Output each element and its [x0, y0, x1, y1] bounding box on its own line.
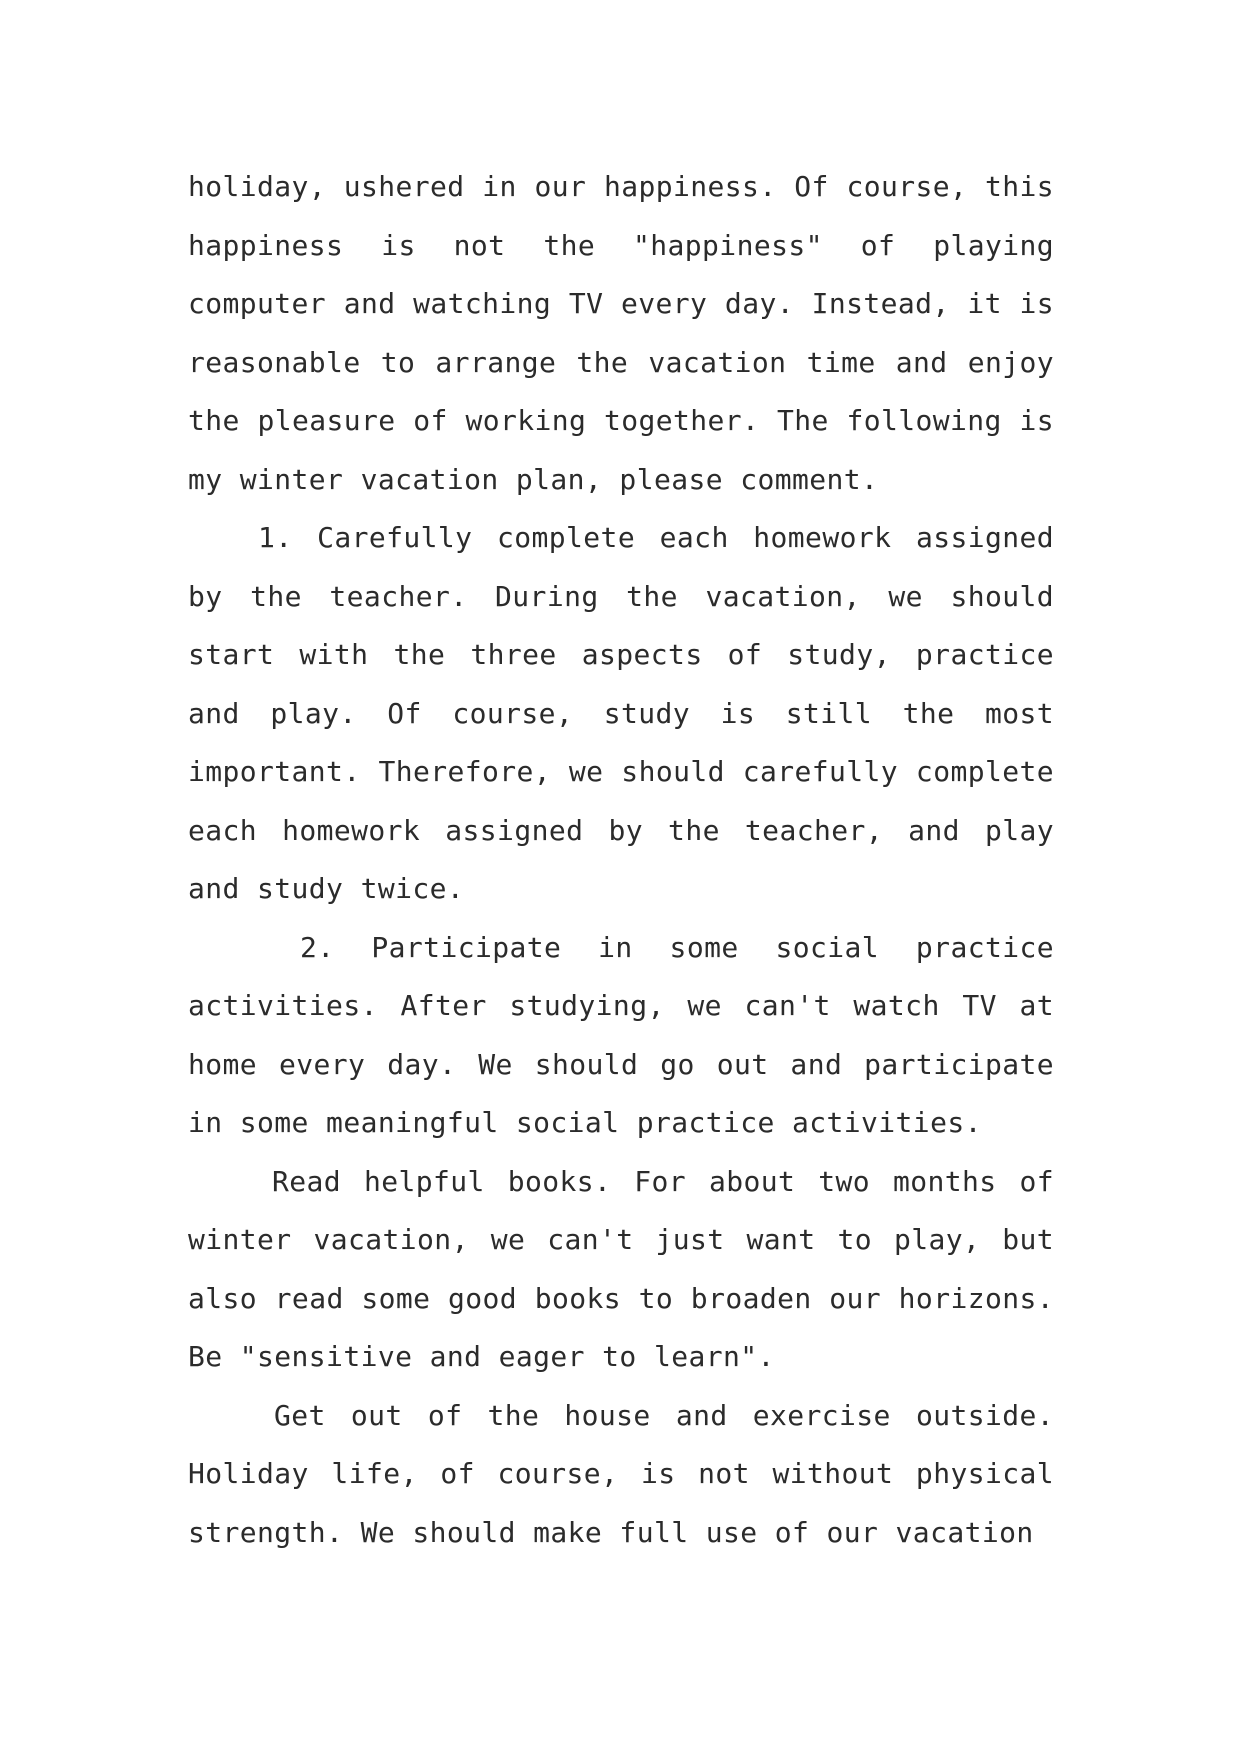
paragraph-exercise: Get out of the house and exercise outside. Holiday life, of course, is not without physical strength. We should make full use of our vacation — [188, 1398, 1054, 1549]
paragraph-read-books: Read helpful books. For about two months of winter vacation, we can't just want to play, but also read some good books to broaden our horizons. Be "sensitive and eager to learn". — [188, 1164, 1054, 1373]
paragraph-intro: holiday, ushered in our happiness. Of course, this happiness is not the "happiness" of playing computer and watching TV every day. Instead, it is reasonable to arrange the vacation time and enjoy the pleasure of working together. The following is my winter vacation plan, please comment. — [188, 170, 1054, 496]
paragraph-social-practice: 2. Participate in some social practice activities. After studying, we can't watch TV at home every day. We should go out and participate in some meaningful social practice activities. — [188, 930, 1054, 1139]
body-text — [188, 158, 1054, 1562]
paragraph-homework: 1. Carefully complete each homework assigned by the teacher. During the vacation, we should start with the three aspects of study, practice and play. Of course, study is still the most important. Therefore, we should carefully complete each homework assigned by the teacher, and play and study twice. — [188, 521, 1054, 905]
